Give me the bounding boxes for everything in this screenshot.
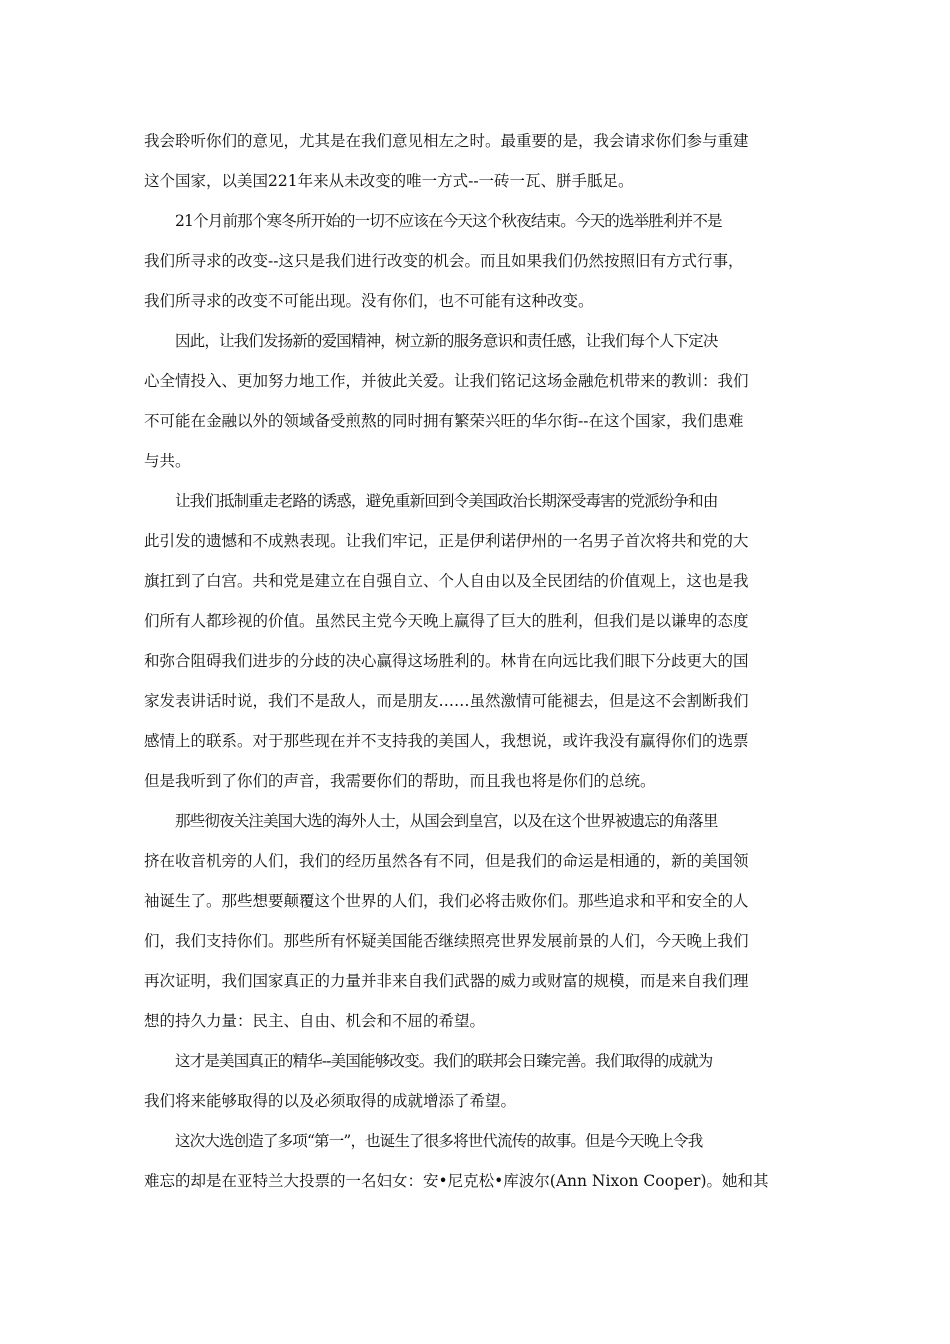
text-line: 那些彻夜关注美国大选的海外人士，从国会到皇宫，以及在这个世界被遗忘的角落里 [175, 812, 718, 830]
text-line: 家发表讲话时说，我们不是敌人，而是朋友……虽然激情可能褪去，但是这不会割断我们 [144, 692, 749, 710]
paragraph-1 [144, 121, 805, 201]
text-line: 不可能在金融以外的领域备受煎熬的同时拥有繁荣兴旺的华尔街--在这个国家，我们患难 [144, 412, 744, 430]
text-line: 旗扛到了白宫。共和党是建立在自强自立、个人自由以及全民团结的价值观上，这也是我 [144, 572, 749, 590]
paragraph-6 [144, 1041, 805, 1121]
paragraph-3 [144, 321, 805, 481]
paragraph-2 [144, 201, 805, 321]
document-page [144, 121, 805, 1201]
text-line: 袖诞生了。那些想要颠覆这个世界的人们，我们必将击败你们。那些追求和平和安全的人 [144, 892, 749, 910]
paragraph-4 [144, 481, 805, 801]
text-line: 我们所寻求的改变不可能出现。没有你们，也不可能有这种改变。 [144, 292, 594, 310]
text-line: 想的持久力量：民主、自由、机会和不屈的希望。 [144, 1012, 486, 1030]
text-line: 心全情投入、更加努力地工作，并彼此关爱。让我们铭记这场金融危机带来的教训：我们 [144, 372, 749, 390]
text-line: 这个国家，以美国221年来从未改变的唯一方式--一砖一瓦、胼手胝足。 [144, 172, 634, 190]
paragraph-7 [144, 1121, 805, 1201]
text-line: 挤在收音机旁的人们，我们的经历虽然各有不同，但是我们的命运是相通的，新的美国领 [144, 852, 749, 870]
text-line: 们，我们支持你们。那些所有怀疑美国能否继续照亮世界发展前景的人们，今天晚上我们 [144, 932, 749, 950]
text-line: 但是我听到了你们的声音，我需要你们的帮助，而且我也将是你们的总统。 [144, 772, 656, 790]
text-line: 我们所寻求的改变--这只是我们进行改变的机会。而且如果我们仍然按照旧有方式行事， [144, 252, 744, 270]
text-line: 我们将来能够取得的以及必须取得的成就增添了希望。 [144, 1092, 517, 1110]
text-line: 难忘的却是在亚特兰大投票的一名妇女：安•尼克松•库波尔(Ann Nixon Cooper)。她和其 [144, 1172, 769, 1190]
text-line: 和弥合阻碍我们进步的分歧的决心赢得这场胜利的。林肯在向远比我们眼下分歧更大的国 [144, 652, 749, 670]
text-line: 再次证明，我们国家真正的力量并非来自我们武器的威力或财富的规模，而是来自我们理 [144, 972, 749, 990]
text-line: 我会聆听你们的意见，尤其是在我们意见相左之时。最重要的是，我会请求你们参与重建 [144, 132, 749, 150]
text-line: 与共。 [144, 452, 191, 470]
text-line: 感情上的联系。对于那些现在并不支持我的美国人，我想说，或许我没有赢得你们的选票 [144, 732, 749, 750]
text-line: 因此，让我们发扬新的爱国精神，树立新的服务意识和责任感，让我们每个人下定决 [175, 332, 718, 350]
text-line: 们所有人都珍视的价值。虽然民主党今天晚上赢得了巨大的胜利，但我们是以谦卑的态度 [144, 612, 749, 630]
text-line: 让我们抵制重走老路的诱惑，避免重新回到令美国政治长期深受毒害的党派纷争和由 [175, 492, 718, 510]
text-line: 21个月前那个寒冬所开始的一切不应该在今天这个秋夜结束。今天的选举胜利并不是 [175, 212, 722, 230]
text-line: 这次大选创造了多项“第一”，也诞生了很多将世代流传的故事。但是今天晚上令我 [175, 1132, 703, 1150]
text-line: 这才是美国真正的精华--美国能够改变。我们的联邦会日臻完善。我们取得的成就为 [175, 1052, 713, 1070]
text-line: 此引发的遗憾和不成熟表现。让我们牢记，正是伊利诺伊州的一名男子首次将共和党的大 [144, 532, 749, 550]
paragraph-5 [144, 801, 805, 1041]
